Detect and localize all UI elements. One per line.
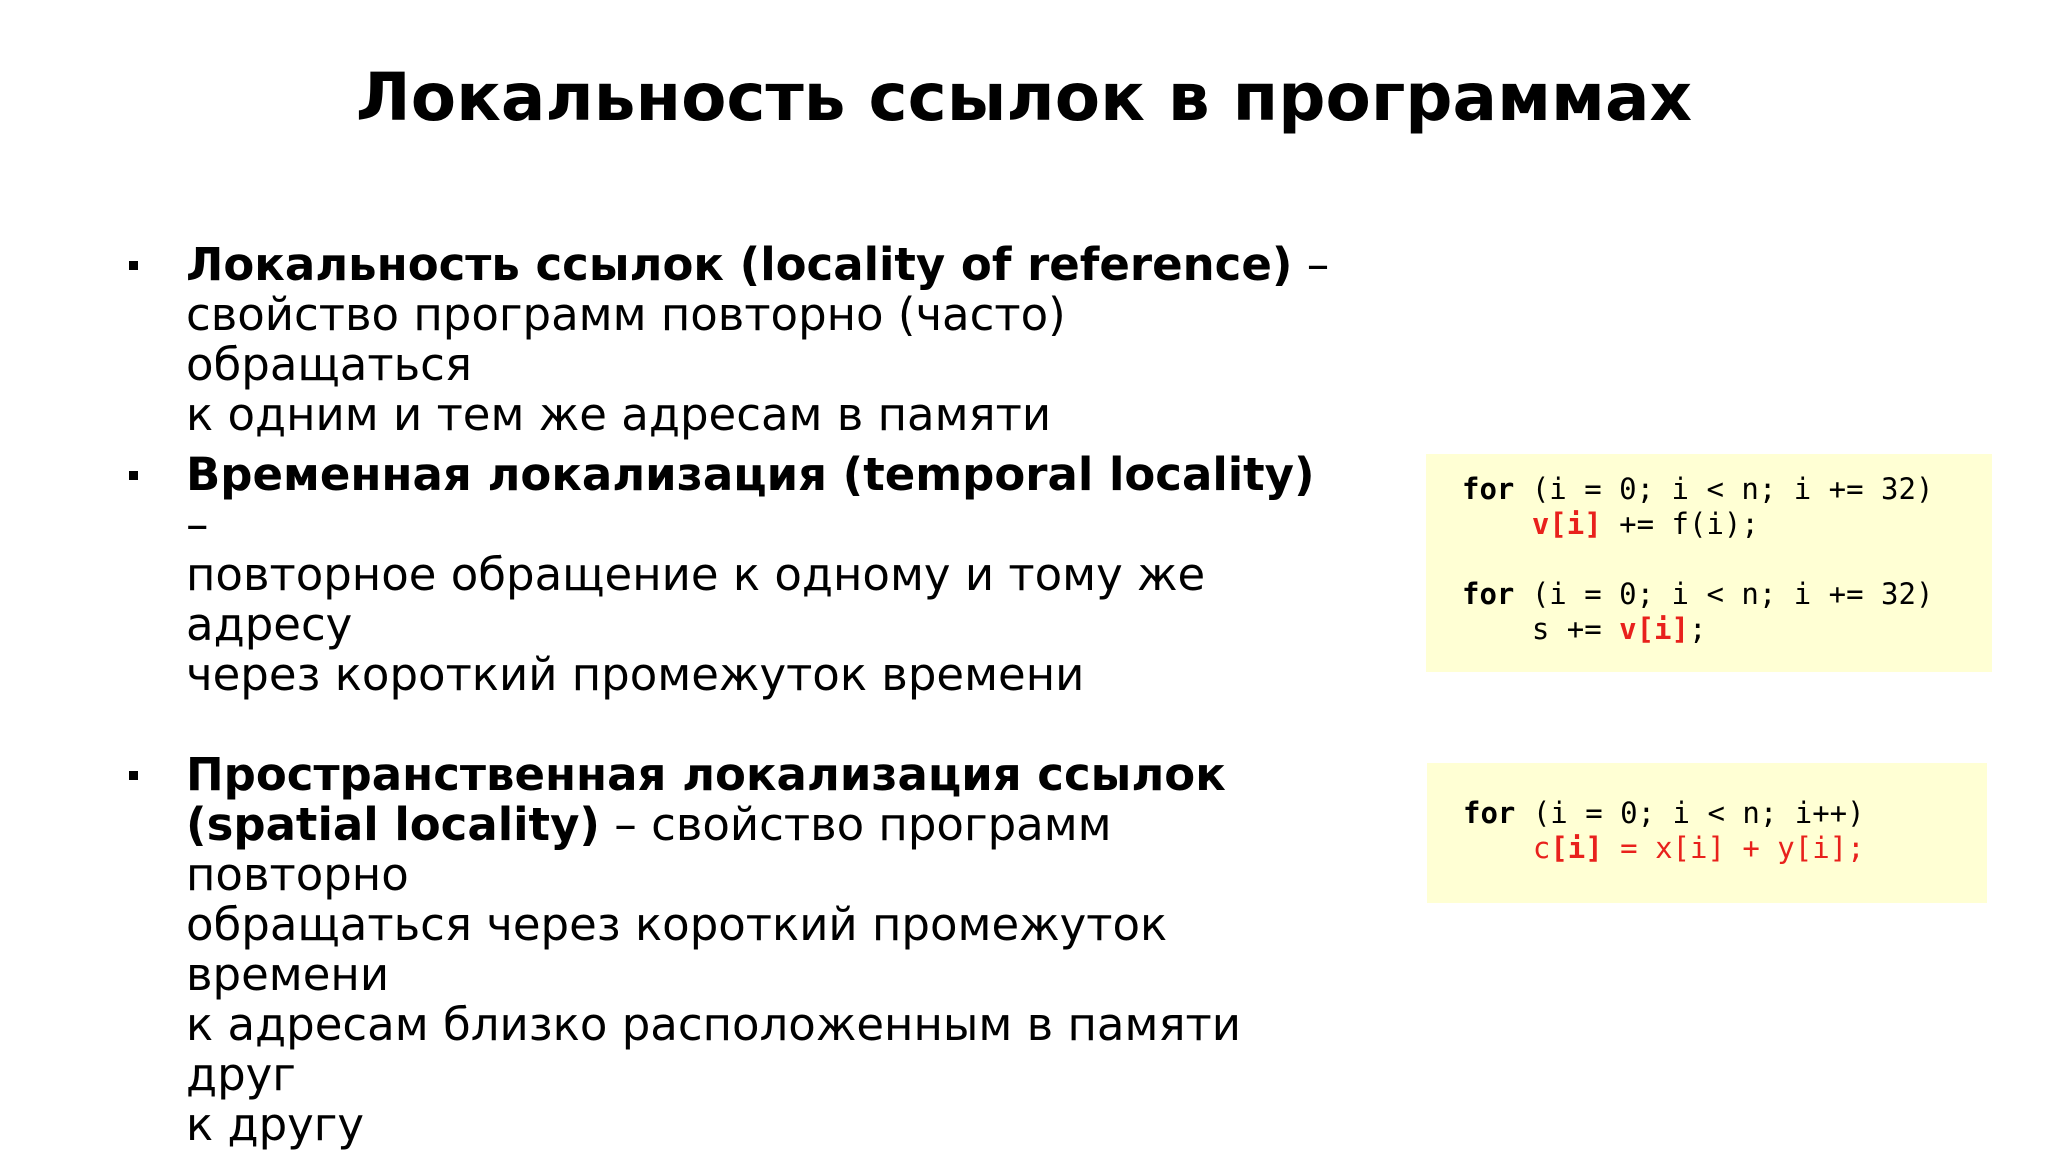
bullet-term: Локальность ссылок (locality of reference) [186, 238, 1293, 291]
code-indent [1462, 507, 1532, 541]
code-text: += f(i); [1601, 507, 1759, 541]
code-indent [1463, 831, 1533, 865]
bullet-line: свойство программ повторно (часто) обращаться [186, 288, 1066, 391]
bullet-marker-icon [129, 471, 138, 480]
code-keyword: for [1462, 472, 1515, 506]
bullet-spatial-locality [186, 750, 1346, 1150]
bullet-line: через короткий промежуток времени [186, 648, 1085, 701]
bullet-line: обращаться через короткий промежуток времени [186, 898, 1168, 1001]
code-text: (i = 0; i < n; i += 32) [1514, 577, 1934, 611]
bullet-line [186, 800, 1346, 900]
code-text: s += [1462, 612, 1620, 646]
code-line [1463, 831, 1987, 866]
code-line [1462, 507, 1992, 542]
code-line [1462, 472, 1992, 507]
bullet-line: к адресам близко расположенным в памяти друг [186, 998, 1241, 1101]
code-red-text: c [1532, 831, 1551, 865]
code-keyword: for [1463, 796, 1516, 830]
bullet-term: (spatial locality) [186, 798, 600, 851]
code-highlight: v[i] [1531, 507, 1602, 541]
bullet-line: к одним и тем же адресам в памяти [186, 388, 1052, 441]
code-line [1462, 612, 1992, 647]
bullet-marker-icon [129, 261, 138, 270]
code-blank-line [1462, 542, 1992, 577]
bullet-line: повторное обращение к одному и тому же адресу [186, 548, 1206, 651]
code-line [1462, 577, 1992, 612]
bullet-desc: – свойство программ повторно [186, 798, 1112, 901]
code-line [1463, 796, 1987, 831]
code-red-text: = x[i] + y[i]; [1602, 831, 1865, 865]
code-text: (i = 0; i < n; i += 32) [1514, 472, 1934, 506]
code-text: (i = 0; i < n; i++) [1515, 796, 1865, 830]
bullet-term: Временная локализация (temporal locality) [186, 448, 1315, 501]
bullet-marker-icon [129, 771, 138, 780]
code-text: ; [1688, 612, 1707, 646]
code-example-temporal [1426, 454, 1992, 672]
bullet-dash: – [186, 498, 209, 551]
bullet-locality-of-reference [186, 240, 1346, 440]
bullet-temporal-locality [186, 450, 1346, 700]
slide-title: Локальность ссылок в программах [355, 59, 1693, 136]
bullet-term: Пространственная локализация ссылок [186, 748, 1226, 801]
bullet-line: к другу [186, 1098, 365, 1151]
code-keyword: for [1462, 577, 1515, 611]
code-highlight: [i] [1550, 831, 1603, 865]
code-highlight: v[i] [1619, 612, 1689, 646]
bullet-line [186, 240, 1346, 290]
code-example-spatial [1427, 763, 1987, 903]
bullet-dash: – [1292, 238, 1330, 291]
bullet-line [186, 750, 1346, 800]
bullet-line [186, 450, 1346, 550]
